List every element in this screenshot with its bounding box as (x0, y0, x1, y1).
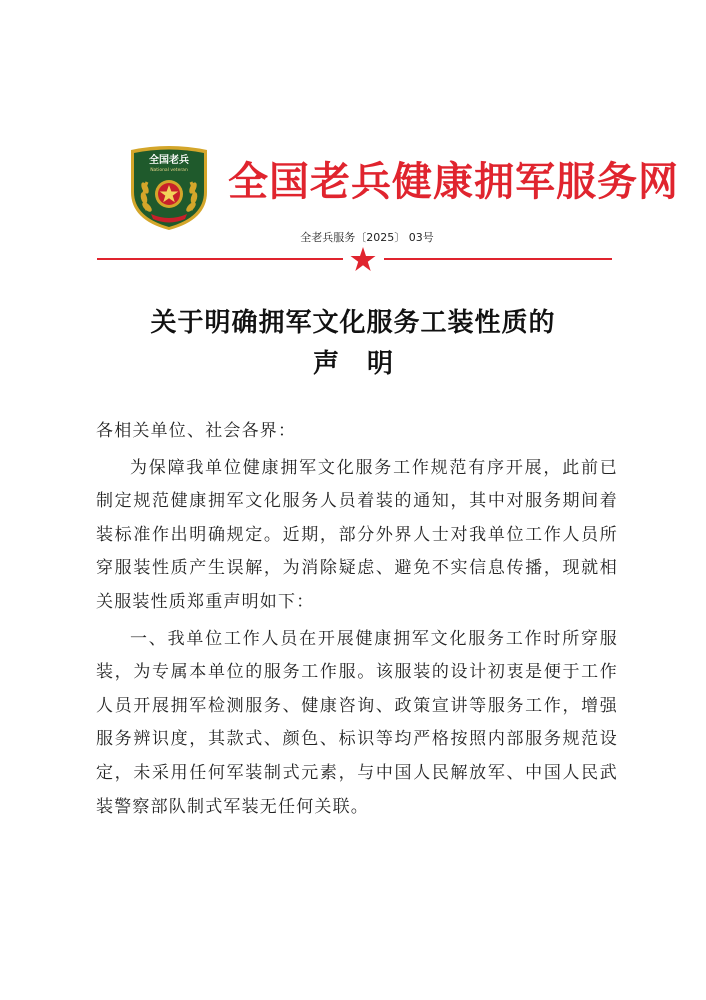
logo-subtext: National veteran (150, 168, 188, 173)
logo-text: 全国老兵 (149, 155, 189, 166)
body-paragraph: 为保障我单位健康拥军文化服务工作规范有序开展，此前已制定规范健康拥军文化服务人员着装的通知，其中对服务期间着装标准作出明确规定。近期，部分外界人士对我单位工作人员所穿服装性质产生误解，为消除疑虑、避免不实信息传播，现就相关服装性质郑重声明如下： (96, 457, 618, 612)
veteran-emblem-logo (123, 140, 215, 232)
document-number: 全老兵服务〔2025〕 03号 (300, 231, 434, 244)
salutation: 各相关单位、社会各界： (96, 421, 297, 441)
header-divider-right (384, 258, 612, 260)
document-title: 关于明确拥军文化服务工装性质的 (150, 308, 556, 338)
organization-title: 全国老兵健康拥军服务网 (228, 158, 679, 205)
header-divider-left (97, 258, 343, 260)
document-title-subline: 声明 (312, 349, 421, 379)
red-star-icon (350, 246, 376, 272)
body-paragraph: 一、我单位工作人员在开展健康拥军文化服务工作时所穿服装，为专属本单位的服务工作服。该服装的设计初衷是便于工作人员开展拥军检测服务、健康咨询、政策宣讲等服务工作，增强服务辨识度，其款式、颜色、标识等均严格按照内部服务规范设定，未采用任何军装制式元素，与中国人民解放军、中国人民武装警察部队制式军装无任何关联。 (96, 628, 618, 817)
document-body (96, 415, 618, 824)
